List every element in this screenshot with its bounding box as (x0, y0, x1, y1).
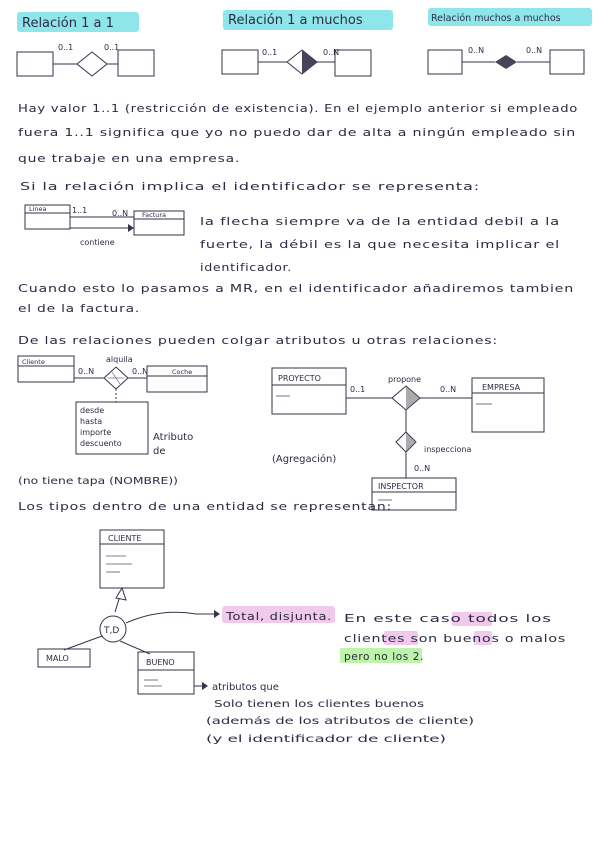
types-parent: CLIENTE (108, 534, 142, 543)
diagram-muchosamuchos (428, 46, 584, 74)
card-d3-right: 0..N (526, 46, 543, 55)
attr-right-entity: Coche (172, 368, 193, 376)
ident-left-card: 1..1 (72, 206, 88, 215)
card-d2-left: 0..1 (262, 48, 278, 57)
card-d2-right: 0..N (323, 48, 340, 57)
agg-empresa: EMPRESA (482, 383, 521, 392)
card-d1-left: 0..1 (58, 43, 74, 52)
para3-line3: identificador. (200, 261, 292, 274)
types-note-line3: pero no los 2. (344, 650, 424, 663)
diagram-tipos (38, 530, 566, 745)
agg-card-right: 0..N (440, 385, 457, 394)
types-attr-line3: (además de los atributos de cliente) (206, 716, 474, 727)
diagram-1amuchos (222, 48, 371, 76)
card-d3-left: 0..N (468, 46, 485, 55)
para1-line3: que trabaje en una empresa. (18, 152, 240, 165)
agg-card-bottom: 0..N (414, 464, 431, 473)
agg-label: (Agregación) (272, 454, 337, 465)
para2-line1: Si la relación implica el identificador se representa: (20, 180, 480, 193)
types-child-left: MALO (46, 654, 69, 663)
diagram-1a1 (17, 43, 154, 76)
card-d1-right: 0..1 (104, 43, 120, 52)
agg-inspector: INSPECTOR (378, 482, 424, 491)
types-marker: T,D (104, 626, 120, 636)
heading-1amuchos: Relación 1 a muchos (228, 13, 363, 28)
agg-proyecto: PROYECTO (278, 374, 321, 383)
para1-line2: fuera 1..1 significa que yo no puedo dar de alta a ningún empleado sin (18, 126, 576, 139)
ident-relation: contiene (80, 238, 115, 247)
ident-right-entity: Factura (142, 211, 167, 219)
para6-line1: Los tipos dentro de una entidad se representan: (18, 500, 392, 513)
attr-item-3: importe (80, 428, 112, 437)
attr-left-entity: Cliente (22, 358, 45, 366)
diagram-identificador (25, 205, 184, 247)
heading-muchosamuchos: Relación muchos a muchos (431, 13, 561, 24)
diagram-agregacion (272, 368, 544, 510)
attr-item-2: hasta (80, 417, 103, 426)
types-child-right: BUENO (146, 658, 175, 667)
agg-propone: propone (388, 375, 422, 384)
ident-right-card: 0..N (112, 209, 129, 218)
agg-card-left: 0..1 (350, 385, 366, 394)
para4-line1: Cuando esto lo pasamos a MR, en el identificador añadiremos tambien (18, 282, 574, 295)
attr-item-4: descuento (80, 439, 122, 448)
attr-footnote: (no tiene tapa (NOMBRE)) (18, 476, 178, 487)
attr-label2: de (153, 446, 166, 457)
attr-relation: alquila (106, 355, 133, 364)
attr-item-1: desde (80, 406, 105, 415)
para3-line2: fuerte, la débil es la que necesita implicar el (200, 238, 560, 251)
para3-line1: la flecha siempre va de la entidad debil a la (200, 215, 560, 228)
attr-left-card: 0..N (78, 367, 95, 376)
para4-line2: el de la factura. (18, 302, 140, 315)
para1-line1: Hay valor 1..1 (restricción de existencia). En el ejemplo anterior si empleado (18, 102, 578, 115)
types-note-title: Total, disjunta. (224, 610, 332, 623)
types-attr-line4: (y el identificador de cliente) (206, 734, 446, 745)
agg-inspecciona: inspecciona (424, 445, 472, 454)
types-note-line1: En este caso todos los (344, 612, 552, 625)
attr-label: Atributo (153, 432, 194, 443)
types-attr-line2: Solo tienen los clientes buenos (214, 699, 425, 710)
types-attr-line1: atributos que (212, 682, 279, 693)
ident-left-entity: Linea (29, 205, 47, 213)
attr-right-card: 0..N (132, 367, 149, 376)
diagram-atributo (18, 355, 207, 487)
heading-1a1: Relación 1 a 1 (22, 16, 114, 31)
para5-line1: De las relaciones pueden colgar atributos u otras relaciones: (18, 334, 498, 347)
types-note-line2: clientes son buenos o malos (344, 632, 566, 645)
